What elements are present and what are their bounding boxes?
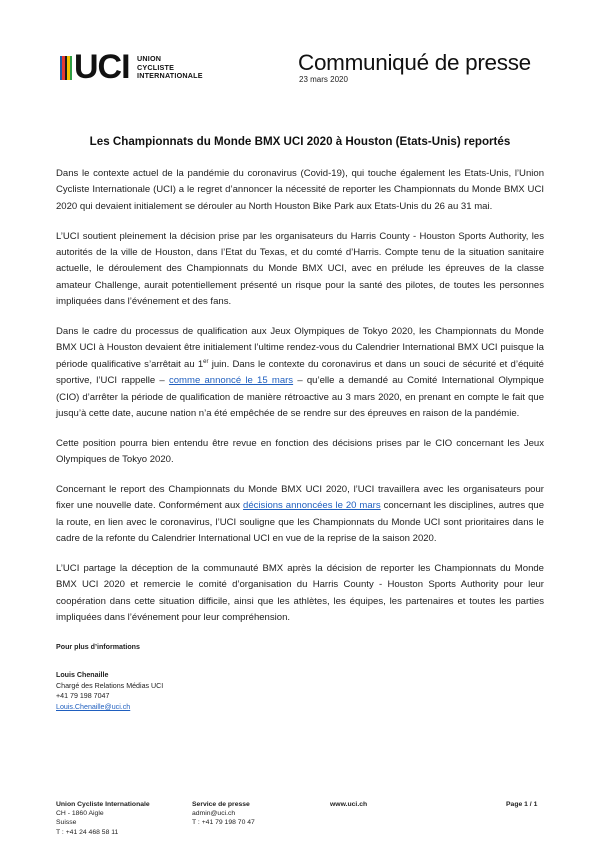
footer-press-tel: T : +41 79 198 70 47 bbox=[192, 819, 255, 827]
link-decisions-20-mars[interactable]: décisions annoncées le 20 mars bbox=[243, 500, 381, 512]
logo-line-1: UNION bbox=[137, 54, 162, 63]
footer-tel: T : +41 24 468 58 11 bbox=[56, 828, 119, 836]
footer-address bbox=[56, 800, 150, 837]
article-body bbox=[56, 166, 544, 640]
footer-website[interactable]: www.uci.ch bbox=[330, 801, 368, 808]
paragraph-5-text-b: concernant les disciplines, autres que la route, en lien avec le coronavirus, l’UCI souligne que les Championnats du Monde UCI sont prioritaires dans le cadre de la refonte du Calendrier International UCI en vue de la reprise de la saison 2020. bbox=[56, 500, 545, 545]
paragraph-3-text-c: – qu’elle a demandé au Comité International Olympique (CIO) d’arrêter la période de qualification de manière rétroactive au 3 mars 2020, en prenant en compte le fait que jusqu’à cette date, aucune nation n’a été empêchée de se rendre sur des épreuves en raison de la pandémie. bbox=[56, 375, 544, 420]
paragraph-5-text-a: Concernant le report des Championnats du Monde BMX UCI 2020, l’UCI travaillera avec les organisateurs pour fixer une nouvelle date. Conformément aux bbox=[56, 484, 544, 512]
uci-logo-wordmark bbox=[137, 55, 203, 81]
footer-press-label: Service de presse bbox=[192, 801, 250, 808]
paragraph-6: L’UCI partage la déception de la communauté BMX après la décision de reporter les Championnats du Monde BMX UCI 2020 et remercie le comité d’organisation du Harris County - Houston Sports Authority pour leur coopération dans cette situation difficile, ainsi que les athlètes, les équipes, les partenaires et toutes les parties impliquées dans l’événement pour leur compréhension. bbox=[56, 563, 544, 624]
paragraph-5 bbox=[56, 482, 544, 548]
footer-press-email: admin@uci.ch bbox=[192, 810, 236, 818]
footer-address-line-1: CH - 1860 Aigle bbox=[56, 810, 104, 818]
contact-role: Chargé des Relations Médias UCI bbox=[56, 681, 164, 690]
press-release-date: 23 mars 2020 bbox=[299, 75, 348, 84]
footer-press-service bbox=[192, 800, 255, 828]
paragraph-3 bbox=[56, 324, 544, 422]
footer-org: Union Cycliste Internationale bbox=[56, 801, 150, 808]
stripe-green bbox=[70, 56, 72, 80]
logo-line-2: CYCLISTE bbox=[137, 62, 175, 72]
paragraph-2: L’UCI soutient pleinement la décision prise par les organisateurs du Harris County - Houston Sports Authority, les autorités de la ville de Houston, dans l’Etat du Texas, et du comté d’Harris. Compte tenu de la situation sanitaire actuelle, le déroulement des Championnats du Monde BMX UCI, avec en prélude les épreuves de la classe amateur Challenge, aurait potentiellement présenté un risque pour la santé des pilotes, de toutes les personnes impliquées dans l’événement et des fans. bbox=[56, 230, 544, 308]
contact-phone: +41 79 198 7047 bbox=[56, 692, 110, 701]
contact-name: Louis Chenaille bbox=[56, 671, 109, 680]
contact-email-link[interactable]: Louis.Chenaille@uci.ch bbox=[56, 702, 131, 711]
footer-page-number: Page 1 / 1 bbox=[506, 801, 538, 808]
logo-line-3: INTERNATIONALE bbox=[137, 71, 203, 81]
paragraph-1: Dans le contexte actuel de la pandémie du coronavirus (Covid-19), qui touche également les Etats-Unis, l’Union Cycliste Internationale (UCI) a le regret d’annoncer la nécessité de reporter les Championnats du Monde BMX UCI 2020 qui devaient initialement se dérouler au North Houston Bike Park aux Etats-Unis du 26 au 31 mai. bbox=[56, 168, 544, 212]
contact-heading: Pour plus d’informations bbox=[56, 643, 140, 651]
uci-rainbow-stripes bbox=[60, 56, 72, 80]
contact-block bbox=[56, 642, 163, 712]
paragraph-4: Cette position pourra bien entendu être revue en fonction des décisions prises par le CIO concernant les Jeux Olympiques de Tokyo 2020. bbox=[56, 437, 544, 466]
link-announcement-15-mars[interactable]: comme annoncé le 15 mars bbox=[168, 375, 294, 387]
ordinal-superscript: er bbox=[203, 358, 209, 365]
paragraph-3-text-b: juin. Dans le contexte du coronavirus et dans un souci de sécurité et d’équité sportive, l’UCI rappelle – bbox=[56, 358, 544, 387]
press-release-title: Communiqué de presse bbox=[298, 50, 531, 75]
uci-logo: UCI bbox=[74, 48, 130, 86]
headline: Les Championnats du Monde BMX UCI 2020 à Houston (Etats-Unis) reportés bbox=[89, 135, 511, 148]
paragraph-3-text-a: Dans le cadre du processus de qualification aux Jeux Olympiques de Tokyo 2020, les Championnats du Monde BMX UCI à Houston devaient être initialement l’ultime rendez-vous du Calendrier International BMX UCI puisque la période qualificative s’arrêtait au 1 bbox=[56, 326, 544, 370]
footer-address-line-2: Suisse bbox=[56, 819, 77, 827]
